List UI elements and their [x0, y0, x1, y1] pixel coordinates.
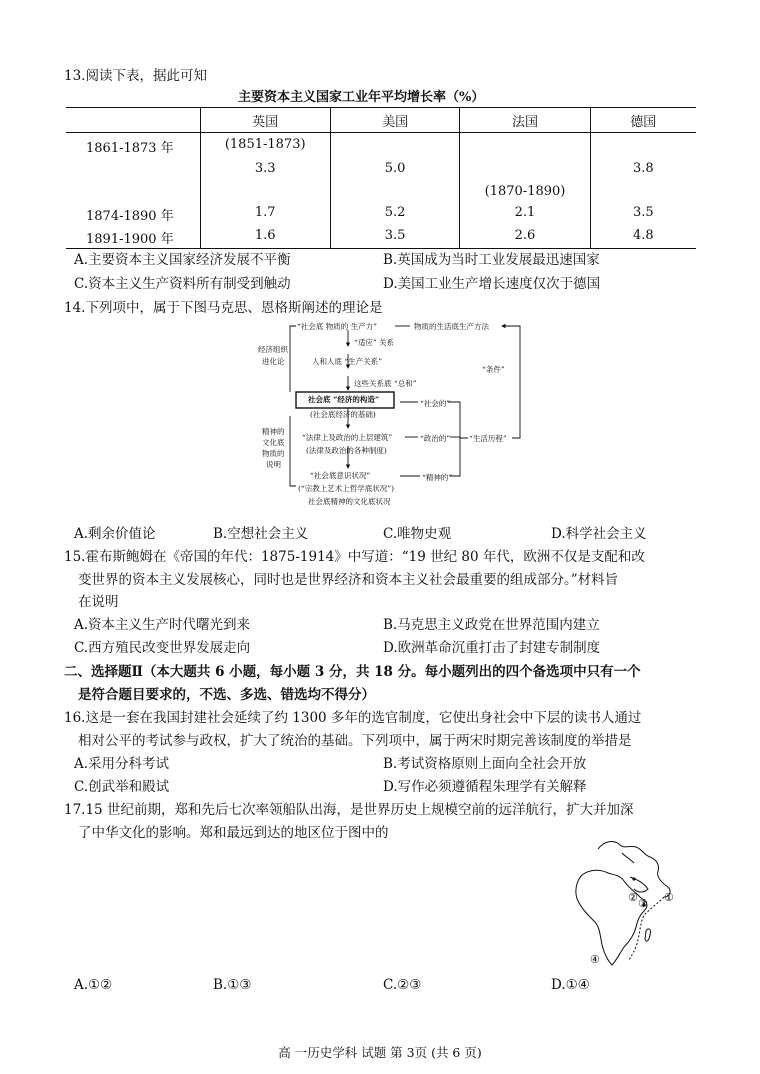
cell-de [590, 179, 696, 201]
q17-option-a[interactable]: A.①② [74, 977, 113, 993]
table-header-de: 德国 [590, 108, 696, 133]
diagram-left-top-1: 经济组织 [258, 345, 288, 354]
cell-fr: 2.1 [460, 201, 590, 225]
madagascar [645, 929, 651, 941]
mediterranean [622, 853, 634, 863]
q14-option-c[interactable]: C.唯物史观 [383, 526, 452, 542]
table-row [66, 225, 696, 249]
diagram-left-bottom-2: 文化底 [262, 438, 285, 447]
map-label-3: ③ [638, 897, 648, 910]
table-header-fr: 法国 [460, 108, 590, 133]
q15-option-c[interactable]: C.西方殖民改变世界发展走向 [74, 640, 251, 656]
cell-period [66, 157, 200, 179]
diagram-condition: “条件” [482, 365, 505, 374]
table-header-empty [66, 108, 200, 133]
cell-fr: 2.6 [460, 225, 590, 249]
diagram-political-institutions: (法律及政治的各种制度) [306, 446, 387, 455]
cell-de: 4.8 [590, 225, 696, 249]
connector-spiritual-up [450, 438, 460, 476]
growth-rate-table [66, 107, 696, 249]
q14-option-b[interactable]: B.空想社会主义 [213, 526, 309, 542]
map-label-1: ① [664, 891, 674, 904]
table-row [66, 179, 696, 201]
diagram-economic-structure: 社会底 “经济的构造” [308, 395, 380, 404]
q16-option-c[interactable]: C.创武举和殿试 [74, 779, 170, 795]
q16-option-a[interactable]: A.采用分科考试 [74, 756, 170, 772]
connector-to-life [448, 402, 468, 438]
q16-line1: 16.这是一套在我国封建社会延续了约 1300 多年的选官制度，它使出身社会中下层的读书人通过 [64, 710, 642, 726]
cell-uk [200, 179, 330, 201]
q17-option-d[interactable]: D.①④ [551, 977, 590, 993]
q14-option-a[interactable]: A.剩余价值论 [74, 526, 156, 542]
cell-de: 3.8 [590, 157, 696, 179]
loop-right [502, 326, 520, 438]
cell-period: 1891-1900 年 [66, 225, 200, 249]
map-label-2: ② [628, 891, 638, 904]
q15-option-d[interactable]: D.欧洲革命沉重打击了封建专制制度 [383, 640, 601, 656]
diagram-left-bottom-1: 精神的 [262, 427, 285, 436]
cell-us: 5.0 [330, 157, 460, 179]
table-header-uk: 英国 [200, 108, 330, 133]
q15-line1: 15.霍布斯鲍姆在《帝国的年代：1875-1914》中写道：“19 世纪 80 年代，欧洲不仅是支配和改 [64, 549, 645, 565]
diagram-left-bottom-4: 说明 [266, 460, 281, 469]
q17-line2: 了中华文化的影响。郑和最远到达的地区位于图中的 [78, 825, 389, 841]
cell-fr: (1870-1890) [460, 179, 590, 201]
cell-period: 1861-1873 年 [86, 141, 174, 156]
diagram-life-process: “生活历程” [469, 434, 507, 443]
q13-option-c[interactable]: C.资本主义生产资料所有制受到触动 [74, 276, 291, 292]
cell-de: 3.5 [590, 201, 696, 225]
section2-heading-cont: 是符合题目要求的，不选、多选、错选均不得分） [78, 687, 375, 703]
cell-uk: 1.6 [200, 225, 330, 249]
cell-de [590, 133, 696, 158]
diagram-ideology: (“宗教上艺术上哲学底状况”) [298, 484, 395, 493]
diagram-superstructure: “法律上及政治的上层建筑” [302, 433, 393, 442]
q16-line2: 相对公平的考试参与政权，扩大了统治的基础。下列项中，属于两宋时期完善该制度的举措是 [78, 733, 632, 749]
diagram-left-bottom-3: 物质的 [262, 449, 285, 458]
diagram-left-top-2: 进化论 [262, 357, 285, 366]
q17-option-c[interactable]: C.②③ [383, 977, 422, 993]
q15-line3: 在说明 [78, 594, 119, 610]
table-row [66, 133, 696, 158]
diagram-social: “社会的” [420, 399, 451, 408]
diagram-consciousness: “社会底意识状况” [310, 471, 371, 480]
cell-uk: 3.3 [200, 157, 330, 179]
cell-uk: 1.7 [200, 201, 330, 225]
q13-option-a[interactable]: A.主要资本主义国家经济发展不平衡 [74, 252, 291, 268]
diagram-political: “政治的” [420, 434, 451, 443]
diagram-cultural-state: 社会底精神的文化底状况 [308, 497, 391, 506]
table-header-us: 美国 [330, 108, 460, 133]
q13-table-title: 主要资本主义国家工业年平均增长率（%） [238, 90, 485, 105]
q15-line2: 变世界的资本主义发展核心，同时也是世界经济和资本主义社会最重要的组成部分。”材料旨 [78, 572, 619, 588]
marx-theory-diagram [250, 318, 530, 514]
map-label-4: ④ [590, 953, 600, 966]
q13-option-b[interactable]: B.英国成为当时工业发展最迅速国家 [383, 252, 600, 268]
table-row [66, 201, 696, 225]
africa-asia-map [560, 835, 690, 971]
diagram-adapt: “适应” 关系 [354, 338, 395, 347]
q14-stem: 14.下列项中，属于下图马克思、恩格斯阐述的理论是 [64, 300, 383, 316]
q15-option-a[interactable]: A.资本主义生产时代曙光到来 [74, 617, 251, 633]
q13-option-d[interactable]: D.美国工业生产增长速度仅次于德国 [383, 276, 601, 292]
diagram-economic-base: (社会底经济的基础) [310, 410, 376, 419]
africa-outline [576, 870, 647, 965]
q16-option-b[interactable]: B.考试资格原则上面向全社会开放 [383, 756, 587, 772]
cell-period: 1874-1890 年 [86, 209, 174, 224]
q15-option-b[interactable]: B.马克思主义政党在世界范围内建立 [383, 617, 600, 633]
cell-fr [460, 133, 590, 158]
eurasia-coast [598, 842, 670, 897]
q16-option-d[interactable]: D.写作必须遵循程朱理学有关解释 [383, 779, 587, 795]
q14-option-d[interactable]: D.科学社会主义 [551, 526, 647, 542]
diagram-sum: 这些关系底 “总和” [354, 379, 417, 388]
cell-uk: (1851-1873) [200, 133, 330, 158]
q17-line1: 17.15 世纪前期，郑和先后七次率领船队出海，是世界历史上规模空前的远洋航行，扩大并加深 [64, 802, 634, 818]
page-footer: 高 一历史学科 试题 第 3页 (共 6 页) [278, 1045, 482, 1060]
cell-us: 3.5 [330, 225, 460, 249]
cell-us: 5.2 [330, 201, 460, 225]
diagram-people-relations: 人和人底 “生产关系” [312, 357, 383, 366]
cell-us [330, 179, 460, 201]
diagram-material-life: 物质的生活底生产方法 [414, 322, 489, 331]
q17-option-b[interactable]: B.①③ [213, 977, 252, 993]
cell-us [330, 133, 460, 158]
cell-period [66, 179, 200, 201]
table-row [66, 157, 696, 179]
q13-stem: 13.阅读下表，据此可知 [64, 68, 207, 84]
diagram-spiritual: “精神的” [422, 473, 453, 482]
bracket-left-bottom [290, 416, 296, 486]
section2-heading: 二、选择题Ⅱ（本大题共 6 小题，每小题 3 分，共 18 分。每小题列出的四个备选项中只有一个 [64, 664, 641, 680]
diagram-productive-forces: “社会底 物质的 生产力” [297, 322, 377, 331]
cell-fr [460, 157, 590, 179]
bracket-left-top [290, 326, 296, 392]
